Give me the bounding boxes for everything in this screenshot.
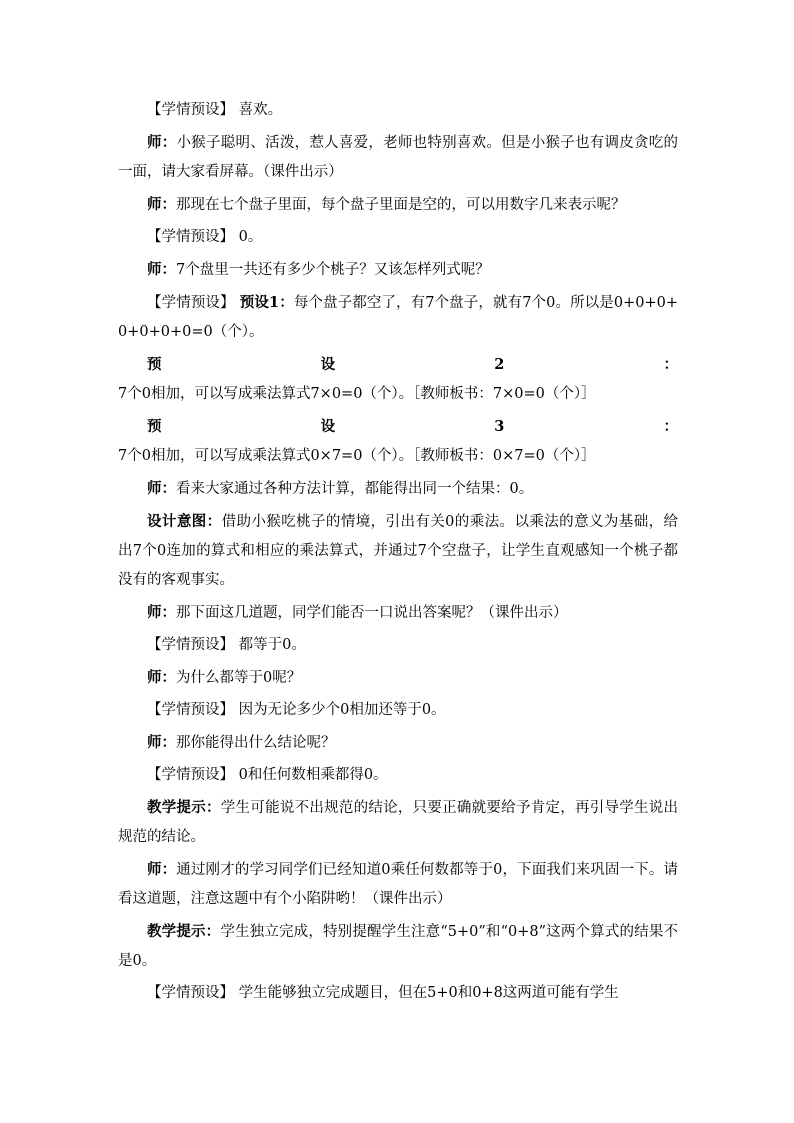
speaker-label: 师 <box>147 861 162 878</box>
paragraph-text: 学生可能说不出规范的结论，只要正确就要给予肯定，再引导学生说出规范的结论。 <box>118 800 679 845</box>
speaker-label: 师 <box>147 734 162 751</box>
paragraph-label: 【学情预设】 <box>147 637 234 653</box>
preset-label: 预设3： <box>147 418 678 435</box>
paragraph-text: 每个盘子都空了，有7个盘子，就有7个0。所以是0+0+0+0+0+0+0=0（个）。 <box>118 295 679 340</box>
paragraph <box>118 96 678 125</box>
paragraph <box>118 128 678 187</box>
paragraph-label: 【学情预设】 <box>147 102 234 118</box>
paragraph <box>118 793 678 852</box>
label-separator: ： <box>206 513 222 530</box>
speaker-label: 师 <box>147 196 162 213</box>
paragraph <box>118 761 678 790</box>
teaching-tip-label: 教学提示 <box>147 799 207 816</box>
paragraph-text: 0和任何数相乘都得0。 <box>234 767 388 783</box>
label-separator: ： <box>161 480 176 497</box>
paragraph <box>118 190 678 220</box>
design-intent-label: 设计意图 <box>147 513 207 530</box>
paragraph <box>118 663 678 693</box>
paragraph-label: 【学情预设】 <box>147 767 234 783</box>
paragraph-text: 都等于0。 <box>234 637 306 653</box>
speaker-label: 师 <box>147 669 162 686</box>
paragraph-text: 借助小猴吃桃子的情境，引出有关0的乘法。以乘法的意义为基础，给出7个0连加的算式和相应的乘法算式，并通过7个空盘子，让学生直观感知一个桃子都没有的客观事实。 <box>118 514 679 588</box>
paragraph-text: 为什么都等于0呢？ <box>176 670 302 686</box>
paragraph-text: 小猴子聪明、活泼，惹人喜爱，老师也特别喜欢。但是小猴子也有调皮贪吃的一面，请大家看屏幕。（课件出示） <box>118 135 679 180</box>
paragraph-text: 7个0相加，可以写成乘法算式0×7=0（个）。［教师板书：0×7=0（个）］ <box>118 448 596 464</box>
paragraph-text: 7个0相加，可以写成乘法算式7×0=0（个）。［教师板书：7×0=0（个）］ <box>118 386 596 402</box>
paragraph-text: 学生能够独立完成题目，但在5+0和0+8这两道可能有学生 <box>234 985 619 1001</box>
label-separator: ： <box>161 861 177 878</box>
paragraph <box>118 917 678 976</box>
paragraph-text: 7个盘里一共还有多少个桃子？又该怎样列式呢？ <box>176 262 490 278</box>
paragraph <box>118 696 678 725</box>
paragraph <box>118 631 678 660</box>
document-body <box>118 96 678 1011</box>
paragraph-label: 【学情预设】 <box>147 702 234 718</box>
paragraph <box>118 412 678 471</box>
paragraph <box>118 223 678 252</box>
paragraph <box>118 728 678 758</box>
paragraph-label: 【学情预设】 <box>147 295 235 311</box>
label-separator: ： <box>161 261 176 278</box>
paragraph <box>118 507 678 595</box>
paragraph-text: 那下面这几道题，同学们能否一口说出答案呢？（课件出示） <box>176 605 568 621</box>
preset-label: 预设1： <box>234 294 294 311</box>
paragraph-text: 那你能得出什么结论呢？ <box>176 735 336 751</box>
paragraph-label: 【学情预设】 <box>147 985 234 1001</box>
paragraph <box>118 350 678 409</box>
paragraph-text: 那现在七个盘子里面，每个盘子里面是空的，可以用数字几来表示呢？ <box>176 197 626 213</box>
label-separator: ： <box>161 196 176 213</box>
paragraph-text: 因为无论多少个0相加还等于0。 <box>234 702 446 718</box>
paragraph <box>118 255 678 285</box>
paragraph-text: 学生独立完成，特别提醒学生注意“5+0”和“0+8”这两个算式的结果不是0。 <box>118 924 679 969</box>
speaker-label: 师 <box>147 480 162 497</box>
speaker-label: 师 <box>147 134 162 151</box>
paragraph-text: 喜欢。 <box>234 102 283 118</box>
paragraph-label: 【学情预设】 <box>147 229 234 245</box>
label-separator: ： <box>205 923 221 940</box>
paragraph-text: 0。 <box>234 229 263 245</box>
speaker-label: 师 <box>147 261 162 278</box>
paragraph <box>118 288 678 347</box>
paragraph-text: 看来大家通过各种方法计算，都能得出同一个结果：0。 <box>176 481 534 497</box>
preset-label: 预设2： <box>147 356 678 373</box>
speaker-label: 师 <box>147 604 162 621</box>
paragraph <box>118 979 678 1008</box>
teaching-tip-label: 教学提示 <box>147 923 206 940</box>
label-separator: ： <box>161 669 176 686</box>
label-separator: ： <box>161 604 176 621</box>
paragraph <box>118 598 678 628</box>
paragraph-text: 通过刚才的学习同学们已经知道0乘任何数都等于0，下面我们来巩固一下。请看这道题，注意这题中有个小陷阱哟！（课件出示） <box>118 862 678 907</box>
paragraph <box>118 474 678 504</box>
label-separator: ： <box>161 134 177 151</box>
paragraph <box>118 855 678 914</box>
label-separator: ： <box>161 734 176 751</box>
label-separator: ： <box>206 799 221 816</box>
